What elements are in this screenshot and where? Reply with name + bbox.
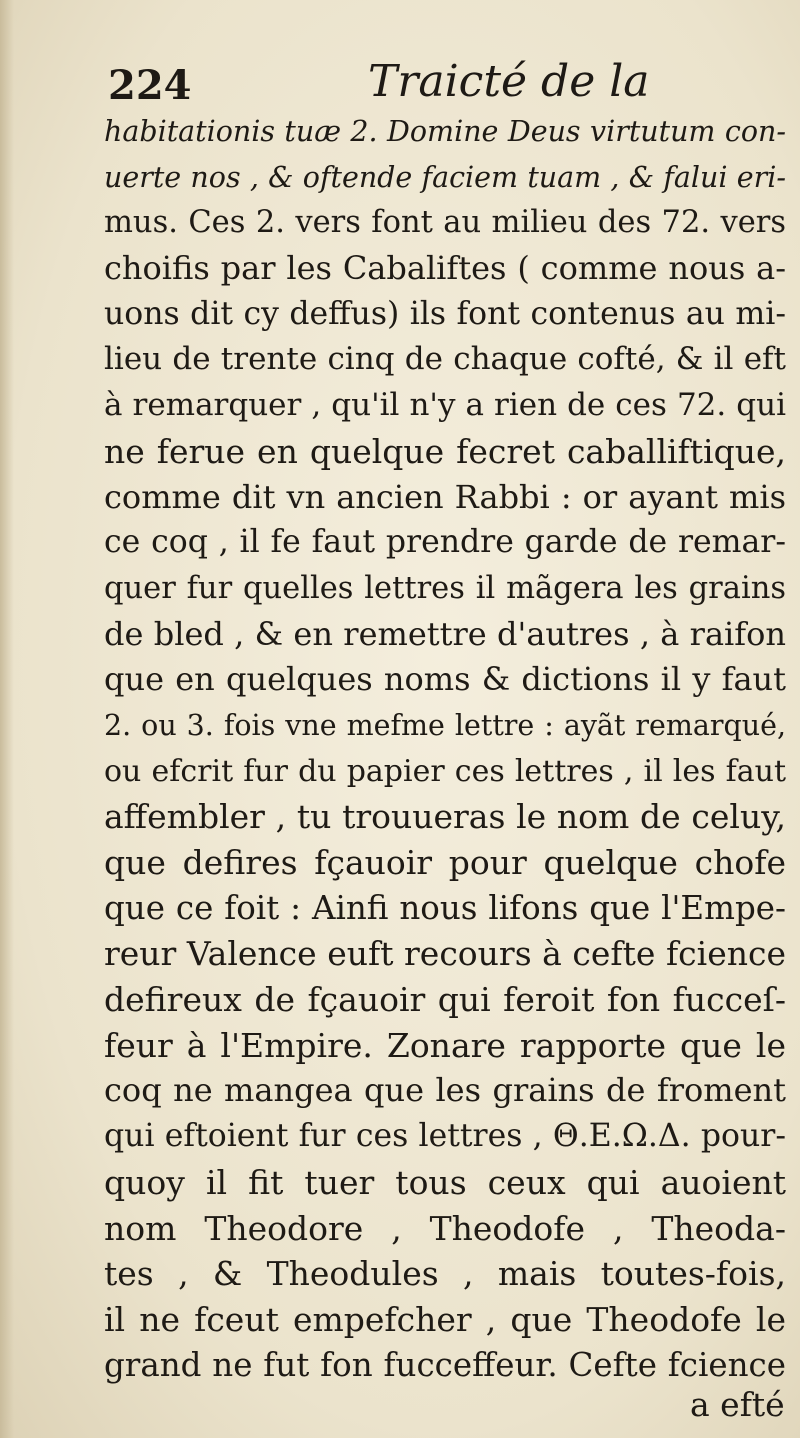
text-line: feur à l'Empire. Zonare rapporte que le (104, 1025, 786, 1065)
body-text (104, 109, 786, 1388)
text-line: 2. ou 3. fois vne mefme lettre : ayãt remarqué, (104, 708, 786, 742)
running-head (0, 0, 800, 110)
text-line: grand ne fut fon fucceffeur. Cefte fcience (104, 1345, 786, 1384)
text-line: quoy il fit tuer tous ceux qui auoient (104, 1162, 786, 1202)
text-line: que ce foit : Ainfi nous lifons que l'Empe- (104, 888, 786, 927)
text-line: habitationis tuæ 2. Domine Deus virtutum con- (104, 115, 786, 148)
text-line: à remarquer , qu'il n'y a rien de ces 72. qui (104, 387, 786, 424)
text-line: ce coq , il fe faut prendre garde de remar- (104, 524, 786, 561)
text-line: ne ferue en quelque fecret caballiftique, (104, 431, 786, 471)
text-line: de bled , & en remettre d'autres , à raifon (104, 614, 786, 653)
text-line: choifis par les Cabaliftes ( comme nous a- (104, 249, 786, 288)
text-line: que defires fçauoir pour quelque chofe (104, 843, 786, 882)
text-line: uons dit cy deffus) ils font contenus au mi- (104, 295, 786, 332)
text-line: nom Theodore , Theodofe , Theoda- (104, 1208, 786, 1248)
text-line: coq ne mangea que les grains de froment (104, 1071, 786, 1110)
text-line: defireux de fçauoir qui feroit fon fucceſ- (104, 980, 786, 1020)
page-number: 224 (108, 62, 192, 109)
text-line: quer fur quelles lettres il mãgera les grains (104, 570, 786, 606)
running-title: Traicté de la (368, 56, 650, 107)
text-line: mus. Ces 2. vers font au milieu des 72. vers (104, 205, 786, 241)
text-line: tes , & Theodules , mais toutes-fois, (104, 1254, 786, 1294)
text-line: uerte nos , & oftende faciem tuam , & falui eri- (104, 160, 786, 194)
text-line: lieu de trente cinq de chaque cofté, & il eft (104, 341, 786, 378)
text-line: affembler , tu trouueras le nom de celuy, (104, 797, 786, 837)
page-binding-shadow (0, 0, 14, 1438)
text-line: ou efcrit fur du papier ces lettres , il les faut (104, 753, 786, 789)
text-line: qui eftoient fur ces lettres , Θ.Ε.Ω.Δ. pour- (104, 1118, 786, 1155)
text-line: comme dit vn ancien Rabbi : or ayant mis (104, 477, 786, 516)
text-line: que en quelques noms & dictions il y faut (104, 660, 786, 699)
text-line: reur Valence euft recours à cefte fcience (104, 934, 786, 974)
catchword: a efté (690, 1385, 785, 1424)
text-line: il ne fceut empefcher , que Theodofe le (104, 1299, 786, 1339)
